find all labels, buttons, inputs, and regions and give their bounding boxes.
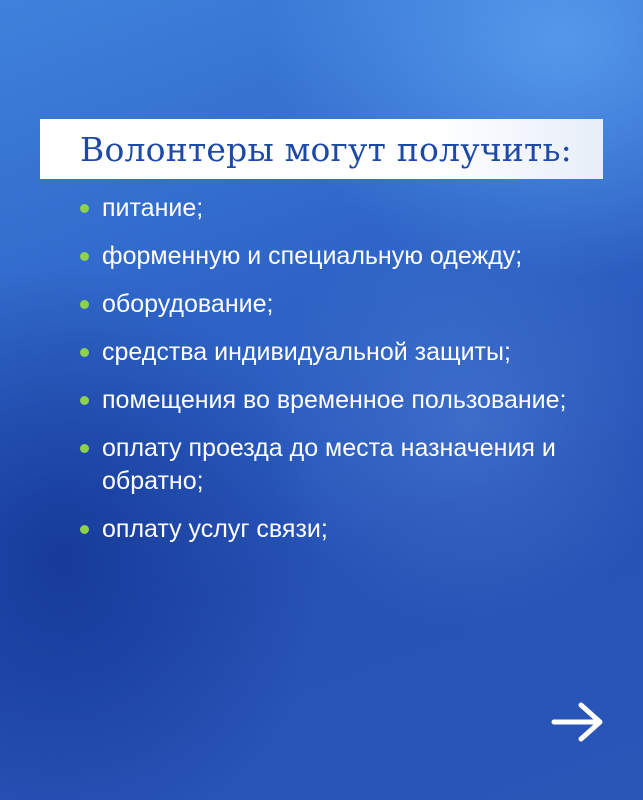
next-slide-button[interactable] bbox=[551, 700, 605, 744]
bullet-dot-icon bbox=[80, 525, 89, 534]
bullet-dot-icon bbox=[80, 348, 89, 357]
list-item bbox=[80, 192, 600, 225]
list-item bbox=[80, 432, 600, 498]
list-item bbox=[80, 240, 600, 273]
bullet-dot-icon bbox=[80, 444, 89, 453]
list-item-text: помещения во временное пользование; bbox=[102, 386, 567, 414]
arrow-right-icon bbox=[551, 700, 605, 744]
list-item bbox=[80, 288, 600, 321]
bullet-dot-icon bbox=[80, 252, 89, 261]
list-item-text: форменную и специальную одежду; bbox=[102, 242, 523, 270]
list-item-text: средства индивидуальной защиты; bbox=[102, 338, 511, 366]
title-banner bbox=[40, 119, 603, 179]
bullet-dot-icon bbox=[80, 204, 89, 213]
list-item-text: оплату проезда до места назначения и обратно; bbox=[102, 434, 556, 495]
page-title: Волонтеры могут получить: bbox=[80, 129, 572, 169]
list-item-text: питание; bbox=[102, 194, 204, 222]
bullet-dot-icon bbox=[80, 396, 89, 405]
bullet-dot-icon bbox=[80, 300, 89, 309]
list-item-text: оплату услуг связи; bbox=[102, 515, 328, 543]
list-item bbox=[80, 384, 600, 417]
list-item bbox=[80, 513, 600, 546]
list-item-text: оборудование; bbox=[102, 290, 274, 318]
list-item bbox=[80, 336, 600, 369]
benefits-list bbox=[80, 192, 600, 561]
